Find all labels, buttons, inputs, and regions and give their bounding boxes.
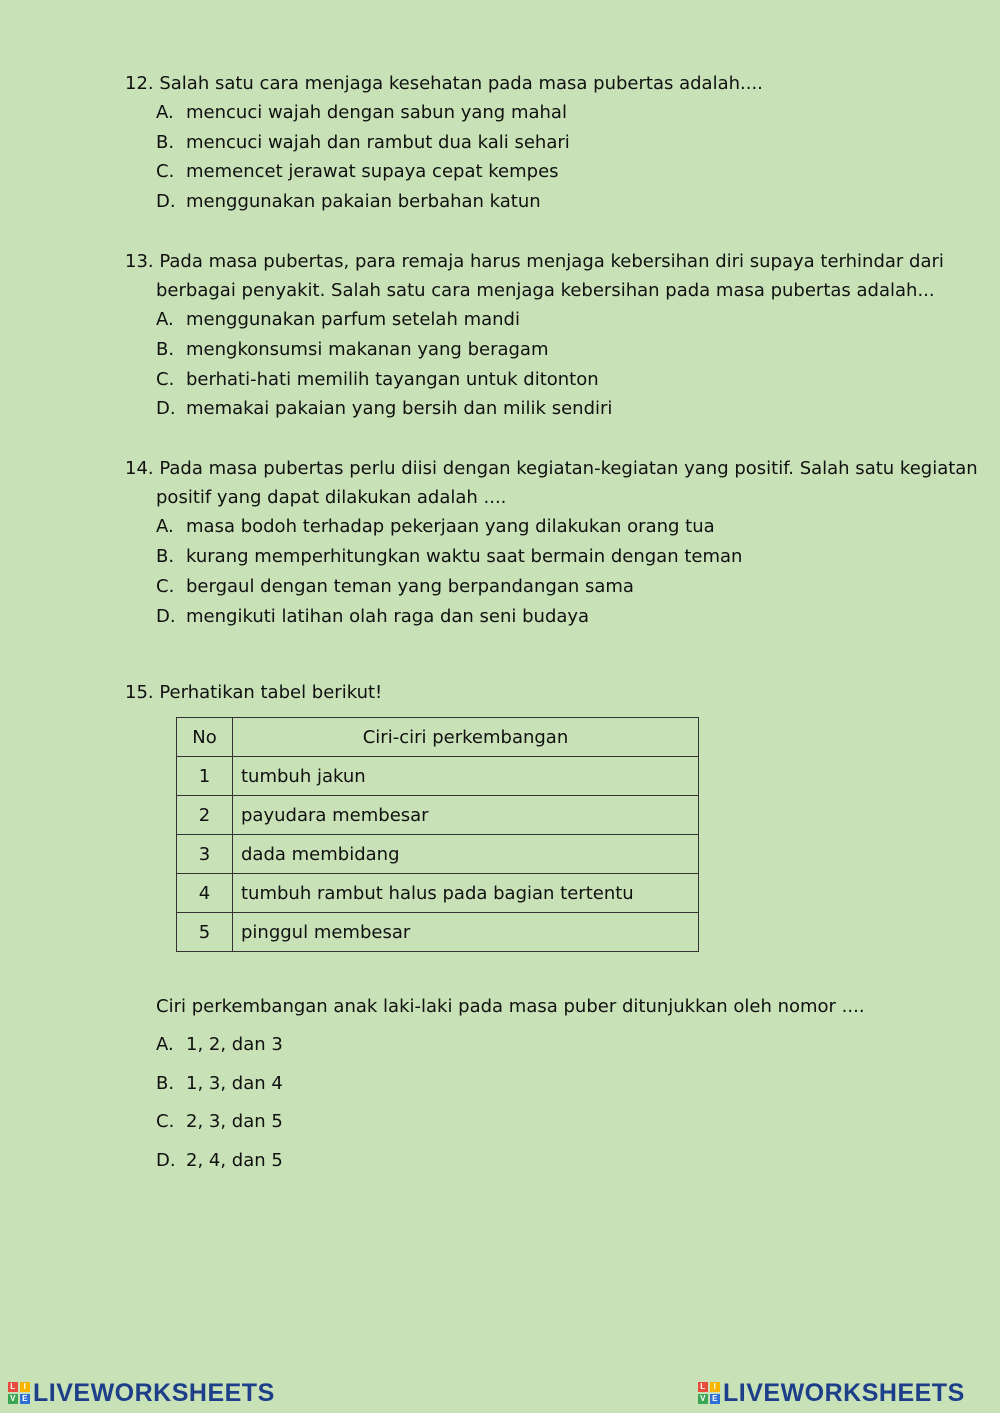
brand-name: LIVEWORKSHEETS bbox=[33, 1378, 275, 1407]
table-header-row bbox=[177, 718, 699, 757]
table-row bbox=[177, 913, 699, 952]
logo-letter-i: I bbox=[20, 1382, 30, 1392]
question-text: berbagai penyakit. Salah satu cara menjaga kebersihan pada masa pubertas adalah... bbox=[156, 280, 935, 301]
option-a[interactable]: A. mencuci wajah dengan sabun yang mahal bbox=[156, 102, 567, 123]
row-trait: tumbuh jakun bbox=[233, 757, 699, 796]
option-a[interactable]: A. menggunakan parfum setelah mandi bbox=[156, 309, 520, 330]
question-text: Ciri perkembangan anak laki-laki pada masa puber ditunjukkan oleh nomor .... bbox=[156, 996, 865, 1017]
liveworksheets-logo-icon bbox=[8, 1382, 30, 1404]
row-number: 1 bbox=[177, 757, 233, 796]
row-number: 3 bbox=[177, 835, 233, 874]
logo-letter-v: V bbox=[698, 1394, 708, 1404]
brand-name: LIVEWORKSHEETS bbox=[723, 1378, 965, 1407]
table-row bbox=[177, 796, 699, 835]
option-a[interactable]: A. 1, 2, dan 3 bbox=[156, 1034, 283, 1055]
logo-letter-v: V bbox=[8, 1394, 18, 1404]
column-header-no: No bbox=[177, 718, 233, 757]
row-trait: dada membidang bbox=[233, 835, 699, 874]
option-d[interactable]: D. menggunakan pakaian berbahan katun bbox=[156, 191, 541, 212]
option-c[interactable]: C. memencet jerawat supaya cepat kempes bbox=[156, 161, 559, 182]
row-trait: payudara membesar bbox=[233, 796, 699, 835]
option-b[interactable]: B. mencuci wajah dan rambut dua kali sehari bbox=[156, 132, 570, 153]
question-text: 12. Salah satu cara menjaga kesehatan pada masa pubertas adalah.... bbox=[125, 73, 763, 94]
question-text: 15. Perhatikan tabel berikut! bbox=[125, 682, 383, 703]
option-d[interactable]: D. 2, 4, dan 5 bbox=[156, 1150, 283, 1171]
option-b[interactable]: B. mengkonsumsi makanan yang beragam bbox=[156, 339, 549, 360]
question-text: 13. Pada masa pubertas, para remaja harus menjaga kebersihan diri supaya terhindar dari bbox=[125, 251, 944, 272]
option-d[interactable]: D. mengikuti latihan olah raga dan seni budaya bbox=[156, 606, 590, 627]
row-number: 4 bbox=[177, 874, 233, 913]
question-text: positif yang dapat dilakukan adalah .... bbox=[156, 487, 507, 508]
liveworksheets-logo-right[interactable] bbox=[698, 1380, 965, 1406]
logo-letter-i: I bbox=[710, 1382, 720, 1392]
option-c[interactable]: C. 2, 3, dan 5 bbox=[156, 1111, 283, 1132]
liveworksheets-logo-left[interactable] bbox=[8, 1380, 275, 1406]
logo-letter-e: E bbox=[710, 1394, 720, 1404]
row-number: 2 bbox=[177, 796, 233, 835]
row-trait: pinggul membesar bbox=[233, 913, 699, 952]
option-a[interactable]: A. masa bodoh terhadap pekerjaan yang dilakukan orang tua bbox=[156, 516, 715, 537]
traits-table bbox=[176, 717, 699, 952]
row-trait: tumbuh rambut halus pada bagian tertentu bbox=[233, 874, 699, 913]
logo-letter-l: L bbox=[698, 1382, 708, 1392]
option-c[interactable]: C. berhati-hati memilih tayangan untuk ditonton bbox=[156, 369, 599, 390]
option-b[interactable]: B. kurang memperhitungkan waktu saat bermain dengan teman bbox=[156, 546, 743, 567]
row-number: 5 bbox=[177, 913, 233, 952]
option-b[interactable]: B. 1, 3, dan 4 bbox=[156, 1073, 283, 1094]
logo-letter-e: E bbox=[20, 1394, 30, 1404]
option-c[interactable]: C. bergaul dengan teman yang berpandangan sama bbox=[156, 576, 634, 597]
logo-letter-l: L bbox=[8, 1382, 18, 1392]
table-row bbox=[177, 874, 699, 913]
option-d[interactable]: D. memakai pakaian yang bersih dan milik sendiri bbox=[156, 398, 613, 419]
question-text: 14. Pada masa pubertas perlu diisi dengan kegiatan-kegiatan yang positif. Salah satu kegiatan bbox=[125, 458, 978, 479]
liveworksheets-logo-icon bbox=[698, 1382, 720, 1404]
table-row bbox=[177, 835, 699, 874]
column-header-trait: Ciri-ciri perkembangan bbox=[233, 718, 699, 757]
table-row bbox=[177, 757, 699, 796]
